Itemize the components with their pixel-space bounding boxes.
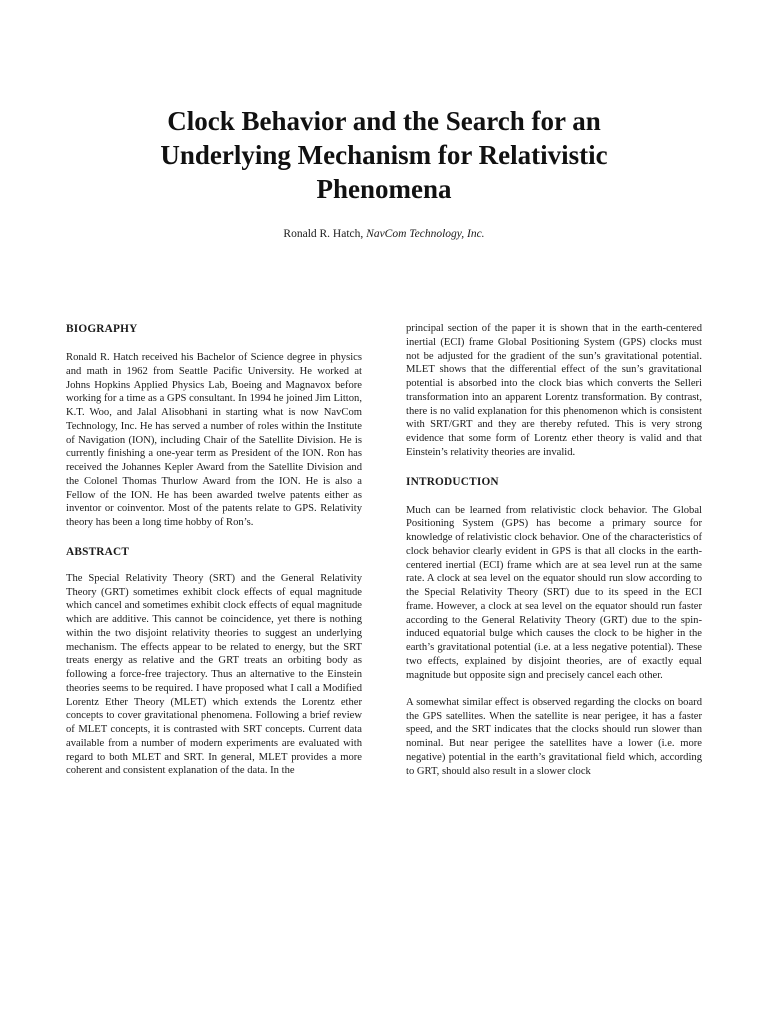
byline bbox=[100, 226, 668, 242]
introduction-paragraph-1: Much can be learned from relativistic clock behavior. The Global Positioning System (GPS) has become a primary source for knowledge of relativistic clock behavior. One of the characteristics of clock behavior clearly evident in GPS is that all clocks in the earth-centered inertial (ECI) frame which are at sea level run at the same rate. A clock at sea level on the equator should run slow according to the Special Relativity Theory (SRT) due to its speed in the ECI frame. However, a clock at sea level on the equator should run faster according to the General Relativity Theory (GRT) due to the spin-induced equatorial bulge which causes the clock to be higher in the earth’s gravitational potential (i.e. at a less negative potential). These two effects, explained by disjoint theories, are of exactly equal magnitude but opposite sign and precisely cancel each other. bbox=[406, 504, 702, 681]
abstract-text: The Special Relativity Theory (SRT) and the General Relativity Theory (GRT) sometimes exhibit clock effects of equal magnitude which cancel and sometimes exhibit clock effects of equal magnitude which are additive. This cannot be coincidence, yet there is nothing within the two disjoint relativity theories to suggest an underlying mechanism. The effects appear to be related to energy, but the SRT treats energy as relative and the GRT treats an orbiting body as following a force-free trajectory. Thus an alternative to the Einstein theories seems to be required. I have proposed what I call a Modified Lorentz Ether Theory (MLET) which extends the Lorentz ether concepts to cover gravitational phenomena. Following a brief review of MLET concepts, it is contrasted with SRT concepts. Current data available from a number of modern experiments are evaluated with regard to both MLET and SRT. In general, MLET provides a more coherent and consistent explanation of the data. In the bbox=[66, 572, 362, 777]
author-name: Ronald R. Hatch, bbox=[283, 228, 364, 240]
biography-heading: BIOGRAPHY bbox=[66, 323, 138, 335]
abstract-heading: ABSTRACT bbox=[66, 545, 130, 558]
author-affiliation: NavCom Technology, Inc. bbox=[366, 228, 485, 240]
right-column bbox=[406, 322, 702, 792]
biography-text: Ronald R. Hatch received his Bachelor of Science degree in physics and math in 1962 from Seattle Pacific University. He worked at Johns Hopkins Applied Physics Lab, Boeing and Magnavox before working for a time as a GPS consultant. In 1994 he joined Jim Litton, K.T. Woo, and Jalal Alisobhani in starting what is now NavCom Technology, Inc. He has served a number of roles within the Institute of Navigation (ION), including Chair of the Satellite Division. He is currently finishing a one-year term as President of the ION. Ron has received the Johannes Kepler Award from the Satellite Division and the Colonel Thomas Thurlow Award from the ION. He is also a Fellow of the ION. He has been awarded twelve patents either as inventor or coinventor. Most of the patents relate to GPS. Relativity theory has been a long time hobby of Ron’s. bbox=[66, 352, 362, 528]
abstract-text-continued: principal section of the paper it is shown that in the earth-centered inertial (ECI) frame Global Positioning System (GPS) clocks must not be adjusted for the gradient of the sun’s gravitational potential. MLET shows that the differential effect of the sun’s gravitational potential is absorbed into the clock bias which converts the Selleri transformation into an apparent Lorentz transformation. By contrast, there is no valid explanation for this phenomenon which is consistent with SRT/GRT and they are thereby refuted. This is very strong evidence that some form of Lorentz ether theory is valid and that Einstein’s relativity theories are invalid. bbox=[406, 323, 702, 458]
introduction-heading: INTRODUCTION bbox=[406, 475, 499, 488]
paper-title: Clock Behavior and the Search for an Underlying Mechanism for Relativistic Phenomena bbox=[160, 106, 608, 204]
introduction-paragraph-2: A somewhat similar effect is observed regarding the clocks on board the GPS satellites. When the satellite is near perigee, it has a faster speed, and the SRT indicates that the clocks should run slower than nominal. But near perigee the satellites have a lower (i.e. more negative) potential in the earth’s gravitational field which, according to GRT, should also result in a slower clock bbox=[406, 696, 702, 777]
left-column bbox=[66, 322, 362, 792]
